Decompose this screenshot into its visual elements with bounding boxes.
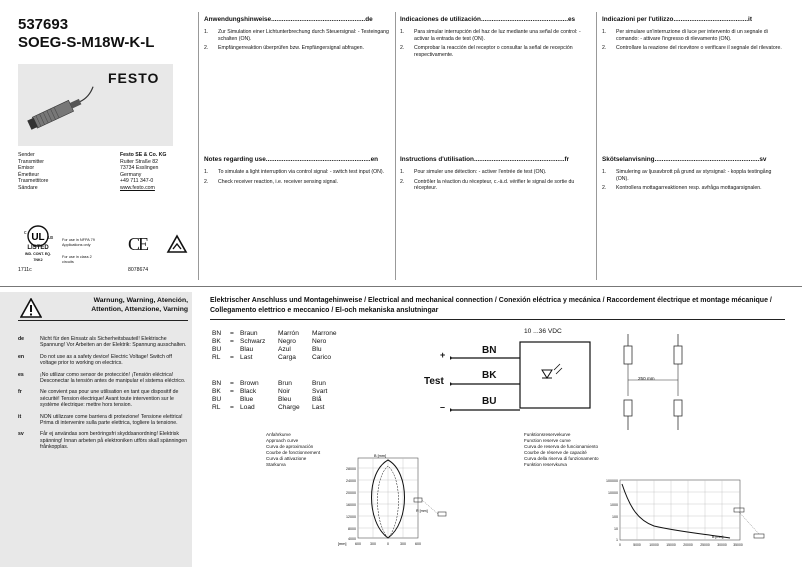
instruction-item: 2. Kontrollera mottagarreaktionen resp. avfråga mottagarsignalen. xyxy=(602,185,762,192)
company-city: 73734 Esslingen xyxy=(120,165,159,172)
wire-label-bn: BN xyxy=(482,345,497,356)
tick-label: 10000 xyxy=(608,491,618,495)
tick-label: 20000 xyxy=(346,491,356,495)
section-fr xyxy=(400,156,590,195)
tick-label: 16000 xyxy=(346,503,356,507)
ul-sub: IND. CONT. EQ. xyxy=(24,252,52,256)
section-heading: Indicaciones de utilización.................................................es xyxy=(400,16,576,23)
tick-label: 15000 xyxy=(666,543,676,547)
warning-list xyxy=(18,336,188,456)
ce-mark: CE xyxy=(128,234,148,254)
doc-code-left: 1711c xyxy=(18,267,32,273)
warning-row: fr Ne convient pas pour une utilisation en tant que dispositif de sécurité! Tension électrique! Avant toute intervention sur le système électrique: mettre hors tension. xyxy=(18,389,179,409)
tick-label: 12000 xyxy=(346,515,356,519)
tick-label: 4000 xyxy=(348,537,356,541)
wiring-diagram xyxy=(450,336,610,416)
model-name: SOEG-S-M18W-K-L xyxy=(18,34,155,51)
wire-label-bu: BU xyxy=(482,396,497,407)
instruction-item: 1. To simulate a light interruption via control signal: - switch test input (ON). xyxy=(204,169,385,175)
warning-row: it NON utilizzare come barriera di protezione! Tensione elettrica! Prima di intervenire sulla parte elettrica, togliere la tensione. xyxy=(18,413,183,427)
warning-row: es ¡No utilizar como sensor de protección! ¡Tensión eléctrica! Desconectar la tensión antes de manipular el sistema eléctrico. xyxy=(18,371,186,385)
section-heading: Instructions d'utilisation...................................................fr xyxy=(400,156,570,163)
tick-label: 28000 xyxy=(346,467,356,471)
tick-label: 0 xyxy=(619,543,621,547)
test-label: Test xyxy=(424,376,444,387)
instruction-item: 2. Check receiver reaction, i.e. receiver sensing signal. xyxy=(204,178,338,185)
tick-label: 1000 xyxy=(610,503,618,507)
wire-label-bk: BK xyxy=(482,370,497,381)
curve2-labels: Funktionsreservekurve Function reserve curve Curva de reserva de funcionamiento Courbe de réserve de capacité Curva della riserva di funzionamento Funktion reservkurva xyxy=(524,432,599,467)
section-heading: Notes regarding use...........................................................en xyxy=(204,156,379,163)
approach-sketch xyxy=(412,494,448,524)
voltage-label: 10 ...36 VDC xyxy=(524,328,562,335)
ul-note-2: For use in class 2 circuits xyxy=(62,255,92,264)
section-de xyxy=(204,16,389,55)
company-street: Ruiter Straße 82 xyxy=(120,158,159,165)
warning-row: en Do not use as a safety device! Electric Voltage! Switch off voltage prior to working on electrics. xyxy=(18,353,172,367)
curve1-labels: Anfahrkurve Approach curve Curva de aproximación Courbe de fonctionnement Curva di attivazione Starkurva xyxy=(266,432,321,467)
company-name: Festo SE & Co. KG xyxy=(120,152,167,158)
tick-label: 25000 xyxy=(700,543,710,547)
tick-label: 20000 xyxy=(683,543,693,547)
tick-label: 10000 xyxy=(649,543,659,547)
warning-rule xyxy=(18,320,188,321)
dimension-label: 250 mm xyxy=(638,376,655,381)
svg-text:c: c xyxy=(24,230,27,236)
tick-label: 600 xyxy=(415,542,421,546)
instruction-item: 2. Controllare la reazione del ricevitore o verificare il segnale del rilevatore. xyxy=(602,45,782,52)
reserve-sketch xyxy=(730,506,770,542)
instruction-item: 1. Per simulare un'interruzione di luce per intervento di un segnale di comando: - attivare l'ingresso di rilevamento (ON). xyxy=(602,29,768,42)
color-codes-2: BN = Brown Brun Brun BK = Black Noir Svart BU Blue Bleu Blå RL = Load Charge Last xyxy=(212,380,328,411)
instruction-item: 1. Para simular interrupción del haz de luz mediante una señal de control: - activar la entrada de test (ON). xyxy=(400,29,581,42)
svg-text:UL: UL xyxy=(31,232,45,243)
device-name: Emisor xyxy=(18,165,35,172)
tick-label: 300 xyxy=(400,542,406,546)
divider xyxy=(395,12,396,280)
tick-label: 300 xyxy=(370,542,376,546)
section-heading: Skötselanvisning...........................................................sv xyxy=(602,156,767,163)
tick-label: 24000 xyxy=(346,479,356,483)
tick-label: 0 xyxy=(387,542,389,546)
connection-rule xyxy=(210,319,785,320)
instruction-item: 1. Zur Simulation einer Lichtunterbrechung durch Steuersignal: - Testeingang schalten (ON). xyxy=(204,29,389,42)
tick-label: 10 xyxy=(614,527,618,531)
tick-label: 1 xyxy=(616,538,618,542)
device-name: Trasmettitore xyxy=(18,178,49,185)
device-name: Sender xyxy=(18,152,35,158)
company-phone: +49 711 347-0 xyxy=(120,178,154,185)
svg-text:us: us xyxy=(48,235,54,241)
instruction-item: 1. Simulering av ljusavbrott på grund av styrsignal: - koppla testingång (ON). xyxy=(602,169,772,182)
axis-label: R [mm] xyxy=(416,509,428,513)
tick-label: 35000 xyxy=(733,543,743,547)
warning-row: de Nicht für den Einsatz als Sicherheitsbauteil! Elektrische Spannung! Vor Arbeiten an der Elektrik: Spannung ausschalten. xyxy=(18,336,187,349)
axis-label: B [mm] xyxy=(712,535,724,539)
festo-logo: FESTO xyxy=(108,70,160,86)
tick-label: 100 xyxy=(612,515,618,519)
function-reserve-chart xyxy=(590,474,750,550)
doc-code-right: 8078674 xyxy=(128,267,149,273)
section-sv xyxy=(602,156,785,195)
section-en xyxy=(204,156,389,188)
tick-label: 100000 xyxy=(606,479,618,483)
tick-label: 5000 xyxy=(633,543,641,547)
warning-triangle-icon xyxy=(20,298,42,318)
warning-title: Warnung, Warning, Atención, Attention, Attenzione, Varning xyxy=(91,297,188,313)
plus-label: + xyxy=(440,350,446,360)
ul-note-1: For use in NFPA 79 Applications only xyxy=(62,238,95,247)
minus-label: – xyxy=(440,402,446,412)
instruction-item: 1. Pour simuler une détection: - activer l'entrée de test (ON). xyxy=(400,169,547,175)
device-names xyxy=(18,152,98,192)
company-country: Germany xyxy=(120,171,142,178)
tick-label: 8000 xyxy=(348,527,356,531)
ul-listed-text xyxy=(18,245,58,263)
ul-listed: LISTED xyxy=(27,245,49,251)
axis-label: [mm] xyxy=(338,542,347,546)
axis-label: B [mm] xyxy=(374,454,387,458)
section-heading: Indicazioni per l'utilizzo..........................................it xyxy=(602,16,752,23)
sensor-illustration xyxy=(22,80,102,140)
tick-label: 600 xyxy=(355,542,361,546)
device-name: Transmitter xyxy=(18,158,45,165)
company-address xyxy=(120,152,200,192)
section-it xyxy=(602,16,785,55)
company-web: www.festo.com xyxy=(120,184,155,191)
tick-label: 30000 xyxy=(717,543,727,547)
divider xyxy=(198,12,199,280)
instruction-item: 2. Contrôler la réaction du récepteur, c.-à.d. vérifier le signal de sortie du récepteur. xyxy=(400,178,575,192)
instruction-item: 2. Comprobar la reacción del receptor o consultar la señal de recepción respectivamente. xyxy=(400,45,573,58)
device-name: Sändare xyxy=(18,184,38,191)
connection-title: Elektrischer Anschluss und Montagehinweise / Electrical and mechanical connection / Conexión eléctrica y mecánica / Raccordement électrique et montage mécanique / Collegamento elettrico e meccanico / El-och mekaniska anslutningar xyxy=(210,297,772,314)
section-separator xyxy=(0,286,802,287)
warning-row: sv Får ej användas som beröringsfri skyddsanordning! Elektrisk spänning! Innan arbeten på elektroniken utförs skall spänningen frånkopplas. xyxy=(18,431,188,451)
part-number: 537693 xyxy=(18,16,69,33)
rcm-mark xyxy=(166,234,188,256)
instruction-item: 2. Empfängerreaktion überprüfen bzw. Empfängersignal abfragen. xyxy=(204,45,364,52)
color-codes-1: BN = Braun Marrón Marrone BK = Schwarz Negro Nero BU Blau Azul Blu RL = Last Carga Carico xyxy=(212,330,337,361)
section-es xyxy=(400,16,590,61)
device-name: Émetteur xyxy=(18,171,40,178)
section-heading: Anwendungshinweise.....................................................de xyxy=(204,16,373,23)
ul-code: 7NK2 xyxy=(33,258,43,262)
header xyxy=(18,16,154,52)
mounting-drawing xyxy=(616,334,706,434)
divider xyxy=(596,12,597,280)
